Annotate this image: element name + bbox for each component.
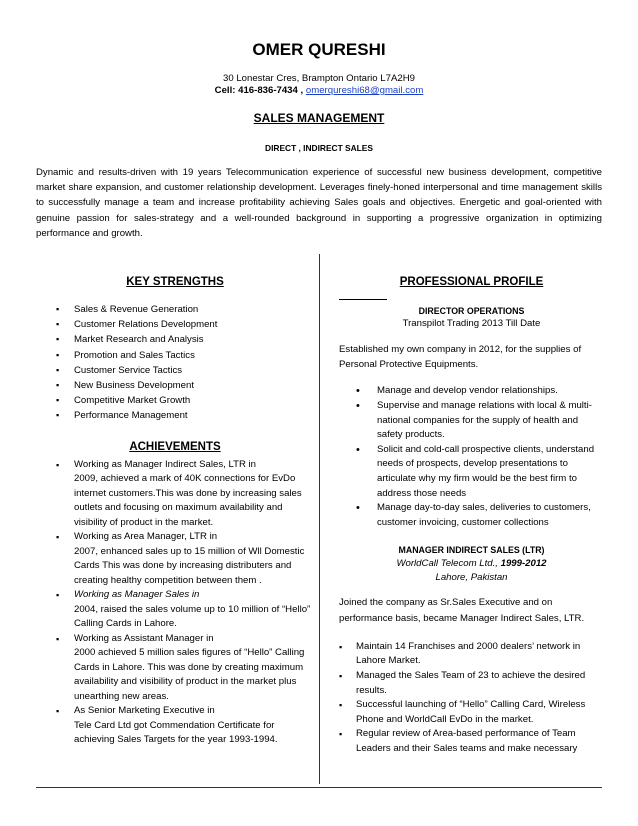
achievement-body: 2009, achieved a mark of 40K connections for EvDo internet customers.This was done by increasing sales outlets and focusing on maximum availability and visibility of product in the market.: [74, 473, 302, 528]
profile-title: PROFESSIONAL PROFILE: [399, 276, 544, 288]
list-item: [36, 530, 314, 588]
list-item: ▪ Promotion and Sales Tactics: [36, 348, 314, 363]
list-item: ▪ Performance Management: [36, 408, 314, 423]
company-years: 1999-2012: [500, 558, 547, 570]
short-rule: [339, 299, 387, 300]
list-item: [36, 458, 314, 531]
list-item: ▪ Successful launching of “Hello” Calling Card, Wireless Phone and WorldCall EvDo in the market.: [339, 698, 604, 727]
list-item: ▪ New Business Development: [36, 378, 314, 393]
candidate-name: OMER QURESHI: [252, 40, 386, 59]
achievement-lead: Working as Assistant Manager in: [74, 632, 214, 644]
contact-line: [0, 85, 638, 96]
cell-phone: Cell: 416-836-7434 ,: [214, 85, 304, 96]
role-summary: Joined the company as Sr.Sales Executive and on performance basis, became Manager Indirect Sales, LTR.: [339, 597, 585, 624]
list-item: • Manage and develop vendor relationships.: [339, 384, 604, 399]
list-item: • Solicit and cold-call prospective clients, understand needs of prospects, develop presentations to articulate why my firm would be the best firm to address those needs: [339, 443, 604, 501]
role-bullets: [339, 384, 604, 530]
role-title: MANAGER INDIRECT SALES (LTR): [398, 545, 545, 556]
resume-headline: SALES MANAGEMENT: [253, 111, 385, 125]
achievement-lead: Working as Manager Sales in: [74, 589, 200, 601]
achievements-list: [36, 458, 314, 748]
role-summary: Established my own company in 2012, for the supplies of Personal Protective Equipments.: [339, 344, 582, 371]
company-name: WorldCall Telecom Ltd.,: [396, 558, 501, 570]
key-strengths-title: KEY STRENGTHS: [126, 276, 224, 288]
achievement-body: 2000 achieved 5 million sales figures of “Hello” Calling Cards in Lahore. This was done by creating maximum availability and visibility of product in the market plus unearthing new areas.: [74, 647, 305, 702]
achievements-title: ACHIEVEMENTS: [129, 440, 221, 453]
right-column: [339, 276, 604, 757]
list-item: • Manage day-to-day sales, deliveries to customers, customer invoicing, customer collections: [339, 501, 604, 530]
role-location: Lahore, Pakistan: [435, 572, 508, 584]
list-item: ▪ Market Research and Analysis: [36, 332, 314, 347]
list-item: [36, 704, 314, 748]
achievement-body: 2007, enhanced sales up to 15 million of Wll Domestic Cards This was done by increasing distributers and creating healthy competition between them .: [74, 545, 305, 586]
list-item: ▪ Customer Service Tactics: [36, 363, 314, 378]
achievement-lead: Working as Manager Indirect Sales, LTR in: [74, 458, 257, 470]
list-item: ▪ Competitive Market Growth: [36, 393, 314, 408]
address: 30 Lonestar Cres, Brampton Ontario L7A2H9: [223, 73, 415, 84]
left-column: [36, 276, 314, 748]
email-link[interactable]: omerqureshi68@gmail.com: [305, 85, 424, 96]
list-item: • Supervise and manage relations with local & multi-national companies for the supply of health and safety products.: [339, 399, 604, 443]
list-item: [36, 588, 314, 632]
list-item: ▪ Managed the Sales Team of 23 to achieve the desired results.: [339, 669, 604, 698]
key-strengths-list: [36, 302, 314, 424]
role-title: DIRECTOR OPERATIONS: [418, 306, 525, 316]
list-item: ▪ Sales & Revenue Generation: [36, 302, 314, 317]
role-bullets: [339, 640, 604, 757]
summary-paragraph: Dynamic and results-driven with 19 years Telecommunication experience of successful new business development, competitive market share expansion, and customer relationship development. Leverages finely-honed interpersonal and time management skills to successfully manage a team and increase profitability achieving Sales goals and objectives. Energetic and goal-oriented with genuine passion for sales-strategy and a well-rounded background in supporting a progressive organization in optimizing performance and growth.: [36, 167, 602, 239]
column-divider: [319, 254, 320, 784]
bottom-rule: [36, 787, 602, 788]
list-item: ▪ Customer Relations Development: [36, 317, 314, 332]
resume-subhead: DIRECT , INDIRECT SALES: [265, 143, 373, 153]
achievement-body: Tele Card Ltd got Commendation Certificate for achieving Sales Targets for the year 1993-1994.: [74, 719, 278, 746]
list-item: ▪ Regular review of Area-based performance of Team Leaders and their Sales teams and make necessary: [339, 727, 604, 756]
achievement-body: 2004, raised the sales volume up to 10 million of “Hello” Calling Cards in Lahore.: [74, 603, 311, 630]
role-company: Transpilot Trading 2013 Till Date: [402, 318, 541, 329]
role-company: [339, 558, 604, 569]
list-item: ▪ Maintain 14 Franchises and 2000 dealers’ network in Lahore Market.: [339, 640, 604, 669]
list-item: [36, 632, 314, 705]
achievement-lead: Working as Area Manager, LTR in: [74, 531, 218, 543]
achievement-lead: As Senior Marketing Executive in: [74, 705, 215, 717]
